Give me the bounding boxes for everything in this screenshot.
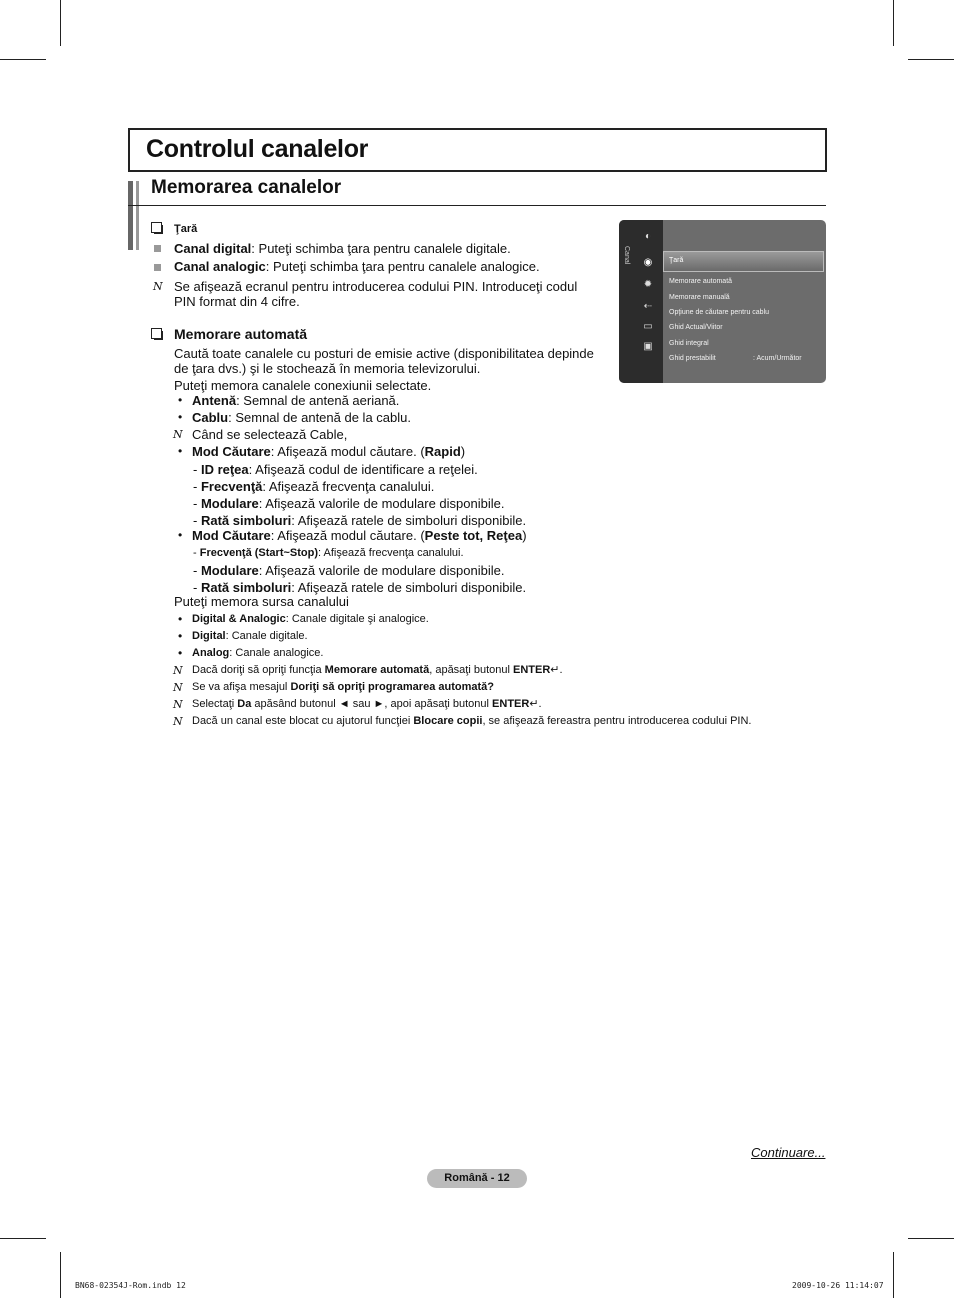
crop-mark	[893, 0, 894, 46]
desc-text: Puteţi memora canalele conexiunii selectate.	[174, 378, 432, 393]
support-icon: ▣	[643, 341, 653, 352]
list-item: Antenă: Semnal de antenă aeriană.	[192, 393, 400, 408]
list-item: Analog: Canale analogice.	[192, 647, 324, 659]
list-item: Digital: Canale digitale.	[192, 630, 308, 642]
sub-item: - Rată simboluri: Afişează ratele de simboluri disponibile.	[193, 513, 527, 528]
square-bullet-icon	[154, 245, 161, 252]
imprint-left: BN68-02354J-Rom.indb 12	[75, 1281, 186, 1290]
section-rule	[128, 205, 826, 206]
bullet-icon: •	[178, 612, 183, 626]
channel-icon: ◉	[643, 257, 653, 268]
sub-item: - ID reţea: Afişează codul de identificare a reţelei.	[193, 462, 478, 477]
crop-mark	[0, 1238, 46, 1239]
picture-icon: ◐	[644, 231, 652, 242]
note-text: Selectaţi Da apăsând butonul ◄ sau ►, apoi apăsaţi butonul ENTER↵.	[192, 698, 542, 710]
note-text: Se afişează ecranul pentru introducerea codului PIN. Introduceţi codul	[174, 279, 578, 294]
tv-menu-category-label: Canal	[623, 246, 630, 265]
tv-menu-item: Ghid integral	[669, 340, 709, 347]
tv-menu-item: Opţiune de căutare pentru cablu	[669, 309, 770, 316]
sub-item: - Modulare: Afişează valorile de modulare disponibile.	[193, 496, 505, 511]
page-title-box	[128, 128, 827, 172]
list-item: Canal analogic: Puteţi schimba ţara pentru canalele analogice.	[174, 259, 540, 274]
note-text: Când se selectează Cable,	[192, 427, 348, 442]
desc-text: Puteţi memora sursa canalului	[174, 594, 349, 609]
setup-icon: ✹	[643, 279, 653, 290]
note-text: Dacă doriţi să opriţi funcţia Memorare automată, apăsaţi butonul ENTER↵.	[192, 664, 563, 676]
desc-text: de ţara dvs.) şi le stochează în memoria televizorului.	[174, 361, 481, 376]
note-icon: N	[173, 664, 183, 677]
bullet-icon: •	[178, 528, 183, 542]
bullet-icon: •	[178, 444, 183, 458]
tv-menu-item: Memorare automată	[669, 278, 733, 285]
page-number-badge: Română - 12	[427, 1169, 527, 1188]
tv-menu-item-tara: Ţară	[669, 257, 684, 264]
tv-menu-sidebar	[619, 220, 663, 383]
application-icon: ▭	[643, 321, 653, 332]
list-item: Mod Căutare: Afişează modul căutare. (Peste tot, Reţea)	[192, 528, 527, 543]
note-text: PIN format din 4 cifre.	[174, 294, 300, 309]
continue-text: Continuare...	[751, 1145, 826, 1160]
list-item: Digital & Analogic: Canale digitale şi analogice.	[192, 613, 429, 625]
list-item: Cablu: Semnal de antenă de la cablu.	[192, 410, 411, 425]
bullet-icon: •	[178, 646, 183, 660]
tv-menu-screenshot	[619, 220, 826, 383]
input-icon: ⇠	[643, 301, 653, 312]
note-icon: N	[173, 428, 183, 441]
checkbox-icon	[151, 222, 162, 233]
note-icon: N	[173, 681, 183, 694]
tv-menu-item: Memorare manuală	[669, 294, 730, 301]
crop-mark	[0, 59, 46, 60]
note-icon: N	[173, 698, 183, 711]
bullet-icon: •	[178, 393, 183, 407]
note-icon: N	[173, 715, 183, 728]
crop-mark	[60, 1252, 61, 1298]
sub-item: - Rată simboluri: Afişează ratele de simboluri disponibile.	[193, 580, 527, 595]
memorare-heading: Memorare automată	[174, 326, 308, 342]
sub-item: - Modulare: Afişează valorile de modulare disponibile.	[193, 563, 505, 578]
tara-heading: Ţară	[174, 223, 198, 235]
tv-menu-item-value: : Acum/Următor	[753, 355, 802, 362]
enter-icon: ↵	[529, 698, 539, 710]
crop-mark	[893, 1252, 894, 1298]
bullet-icon: •	[178, 410, 183, 424]
enter-icon: ↵	[550, 664, 560, 676]
note-icon: N	[153, 280, 163, 293]
square-bullet-icon	[154, 264, 161, 271]
list-item: Mod Căutare: Afişează modul căutare. (Rapid)	[192, 444, 466, 459]
list-item: Canal digital: Puteţi schimba ţara pentru canalele digitale.	[174, 241, 511, 256]
tv-menu-selected-item	[663, 251, 824, 272]
checkbox-icon	[151, 328, 162, 339]
sub-item: - Frecvenţă: Afişează frecvenţa canalului.	[193, 479, 435, 494]
crop-mark	[60, 0, 61, 46]
desc-text: Caută toate canalele cu posturi de emisie active (disponibilitatea depinde	[174, 346, 594, 361]
imprint-right: 2009-10-26 11:14:07	[792, 1281, 884, 1290]
bullet-icon: •	[178, 629, 183, 643]
section-title: Memorarea canalelor	[151, 177, 342, 198]
section-bar	[136, 181, 139, 250]
tv-menu-item: Ghid prestabilit	[669, 355, 716, 362]
note-text: Dacă un canal este blocat cu ajutorul funcţiei Blocare copii, se afişează fereastra pentru introducerea codului PIN.	[192, 715, 752, 727]
crop-mark	[908, 59, 954, 60]
section-bar	[128, 181, 133, 250]
sub-item: - Frecvenţă (Start~Stop): Afişează frecvenţa canalului.	[193, 547, 464, 559]
page-title: Controlul canalelor	[146, 135, 369, 163]
note-text: Se va afişa mesajul Doriţi să opriţi programarea automată?	[192, 681, 494, 693]
crop-mark	[908, 1238, 954, 1239]
tv-menu-item: Ghid Actual/Viitor	[669, 324, 723, 331]
